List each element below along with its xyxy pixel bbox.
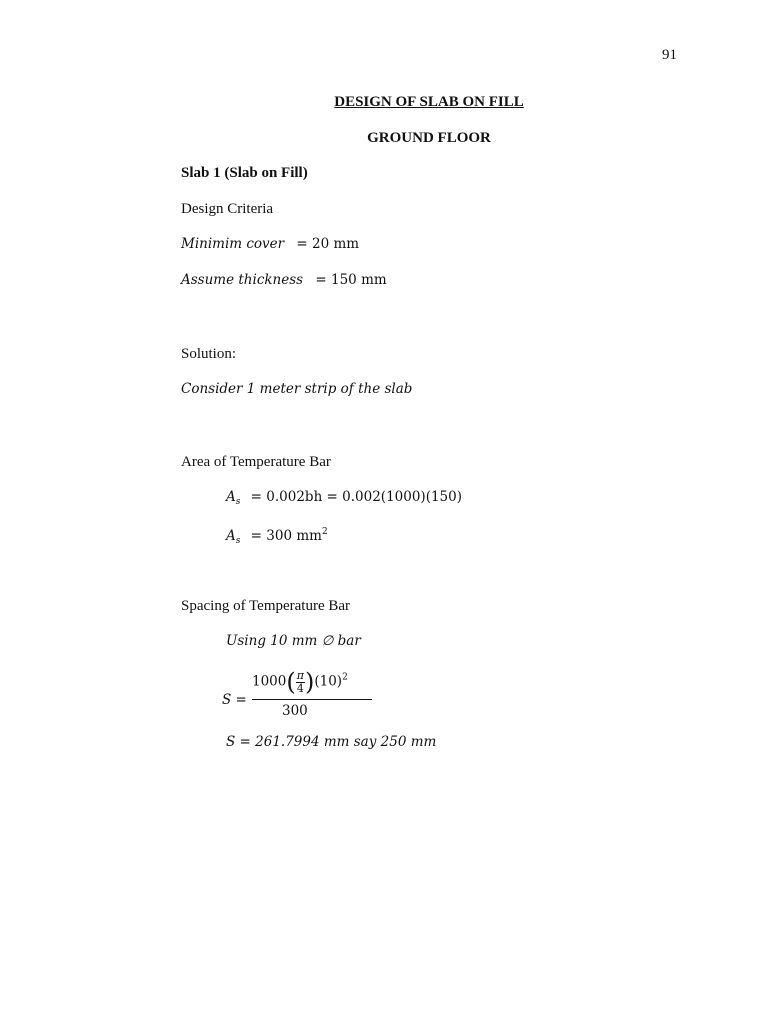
pi-over-four [296, 670, 305, 694]
thickness-label: Assume thickness [181, 272, 304, 288]
fraction-bar [252, 699, 372, 700]
solution-label: Solution: [181, 346, 237, 362]
area-equation-2-rhs: = 300 mm [250, 528, 322, 544]
spacing-result-text: S = 261.7994 mm say 250 mm [226, 734, 437, 750]
page-number: 91 [662, 47, 677, 63]
area-symbol: A [226, 489, 236, 505]
bar-size-text: Using 10 mm ∅ bar [226, 633, 361, 649]
area-subscript: s [235, 497, 241, 507]
pi-symbol: π [296, 669, 304, 682]
area-subscript: s [235, 536, 241, 546]
area-equation-2 [226, 528, 328, 546]
slab-heading: Slab 1 (Slab on Fill) [181, 165, 308, 181]
page-title: DESIGN OF SLAB ON FILL [334, 94, 524, 110]
area-unit-exponent: 2 [321, 527, 328, 537]
four: 4 [296, 681, 304, 695]
spacing-lhs: S = [222, 692, 247, 708]
spacing-numerator: 1000( $\frac{\pi}{4}$ )$(10)^2$ [252, 668, 348, 697]
min-cover-value: = 20 mm [296, 236, 360, 252]
page-subtitle: GROUND FLOOR [367, 130, 491, 146]
temperature-bar-spacing-label: Spacing of Temperature Bar [181, 598, 351, 614]
spacing-fraction-equation [222, 670, 362, 722]
area-symbol: A [226, 528, 236, 544]
min-cover-label: Minimim cover [181, 236, 285, 252]
temperature-bar-area-label: Area of Temperature Bar [181, 454, 331, 470]
thickness-value: = 150 mm [315, 272, 387, 288]
thickness-equation [181, 274, 387, 288]
bar-size-statement [226, 635, 361, 649]
design-criteria-label: Design Criteria [181, 201, 274, 217]
area-equation-1-rhs: = 0.002bh = 0.002(1000)(150) [250, 489, 462, 505]
spacing-result [226, 736, 436, 750]
numerator-1000: 1000 [252, 673, 287, 690]
area-equation-1 [226, 491, 462, 507]
spacing-denominator: 300 [282, 703, 308, 719]
strip-text: Consider 1 meter strip of the slab [181, 381, 413, 397]
strip-statement [181, 383, 412, 397]
bar-diameter-term: (10) [314, 673, 343, 690]
diameter-exponent: 2 [342, 672, 348, 683]
min-cover-equation [181, 238, 359, 252]
